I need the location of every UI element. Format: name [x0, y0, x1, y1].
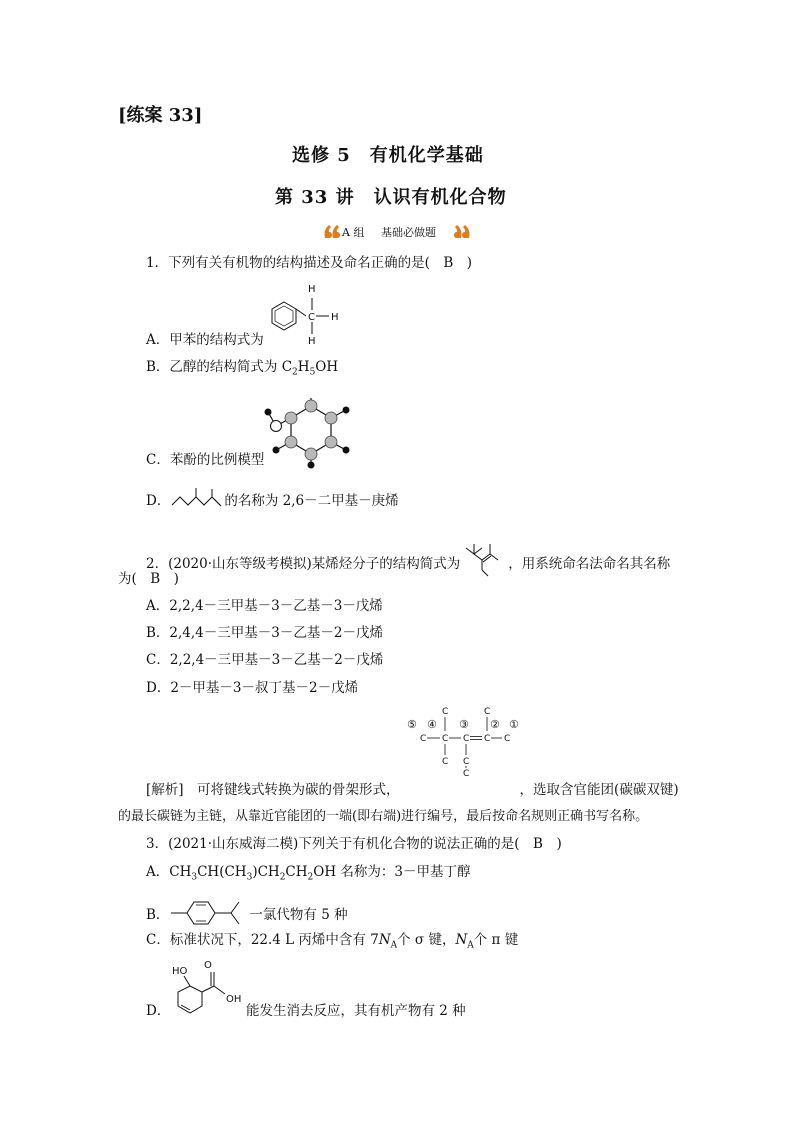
svg-text:OH: OH: [226, 994, 242, 1005]
q1-stem: 1．下列有关有机物的结构描述及命名正确的是( B ): [146, 255, 473, 271]
open-quote-icon: [322, 222, 342, 240]
svg-text:C: C: [484, 734, 491, 744]
svg-text:④: ④: [427, 718, 437, 731]
q3-stem: 3．(2021·山东威海二模)下列关于有机化合物的说法正确的是( B ): [146, 836, 562, 852]
alkene-skeleton: [460, 542, 508, 582]
q1-option-d: D． 的名称为 2,6－二甲基－庚烯: [146, 488, 399, 511]
analysis-tag: [解析]: [146, 782, 184, 798]
q2-analysis-line2: 的最长碳链为主链，从靠近官能团的一端(即右端)进行编号，最后按命名规则正确书写名称。: [118, 809, 649, 824]
svg-text:⑤: ⑤: [407, 718, 417, 731]
svg-text:C: C: [484, 707, 491, 717]
svg-text:HO: HO: [172, 966, 188, 977]
q1-option-b: B．乙醇的结构简式为 $C_2H_5OH$: [146, 359, 339, 378]
isopropyl-toluene-skeleton: [169, 900, 249, 926]
svg-text:H: H: [308, 284, 316, 295]
badge-label: 基础必做题: [381, 226, 436, 239]
heptene-skeleton: [170, 488, 224, 510]
q2-option-b: B．2,4,4－三甲基－3－乙基－2－戊烯: [146, 625, 383, 641]
page-title: 选修 5 有机化学基础: [292, 145, 484, 166]
phenol-model: [262, 398, 362, 470]
close-quote-icon: [452, 222, 472, 240]
badge-group: A 组: [342, 226, 365, 239]
q3-option-d-label: D．: [146, 1003, 171, 1019]
carbon-label: C: [308, 312, 315, 323]
carbon-skeleton-numbered: [402, 704, 526, 776]
svg-text:C: C: [463, 769, 470, 776]
q2-stem-line2: 为( B ): [118, 571, 179, 587]
q3-option-a: A．$CH_3CH(CH_3)CH_2CH_2OH$ 名称为：3－甲基丁醇: [146, 864, 471, 883]
q2-option-c: C．2,2,4－三甲基－3－乙基－2－戊烯: [146, 652, 384, 668]
toluene-structure: [266, 278, 348, 346]
q2-option-a: A．2,2,4－三甲基－3－乙基－3－戊烯: [146, 598, 383, 614]
q1-option-c: C．苯酚的比例模型: [146, 452, 265, 468]
svg-text:C: C: [442, 734, 449, 744]
svg-text:H: H: [308, 336, 316, 346]
svg-text:C: C: [442, 707, 449, 717]
svg-text:C: C: [420, 734, 427, 744]
q3-option-b: B． 一氯代物有 5 种: [146, 900, 348, 926]
q3-option-d: 能发生消去反应，其有机产物有 2 种: [246, 1003, 466, 1019]
q1-option-a: A．甲苯的结构式为: [146, 332, 264, 348]
exercise-label: [练案 33]: [118, 105, 203, 126]
q3-option-c: C．标准状况下，22.4 L 丙烯中含有 $7N_A$个 σ 键，$N_A$个 π 键: [146, 932, 519, 951]
svg-text:O: O: [204, 960, 212, 971]
q2-analysis: [解析] 可将键线式转换为碳的骨架形式， ，选取含官能团(碳碳双键): [146, 782, 679, 798]
svg-text:C: C: [463, 734, 470, 744]
hydroxy-acid-structure: [170, 958, 250, 1020]
q2-stem: 2．(2020·山东等级考模拟)某烯烃分子的结构简式为 ，用系统命名法命名其名称: [146, 542, 670, 582]
svg-text:H: H: [331, 312, 339, 323]
svg-text:C: C: [504, 734, 511, 744]
svg-text:②: ②: [490, 718, 500, 731]
svg-text:C: C: [442, 757, 449, 767]
q2-option-d: D．2－甲基－3－叔丁基－2－戊烯: [146, 680, 359, 696]
svg-text:③: ③: [459, 718, 469, 731]
lesson-title: 第 33 讲 认识有机化合物: [275, 187, 507, 208]
svg-text:①: ①: [509, 718, 519, 731]
svg-text:C: C: [463, 757, 470, 767]
